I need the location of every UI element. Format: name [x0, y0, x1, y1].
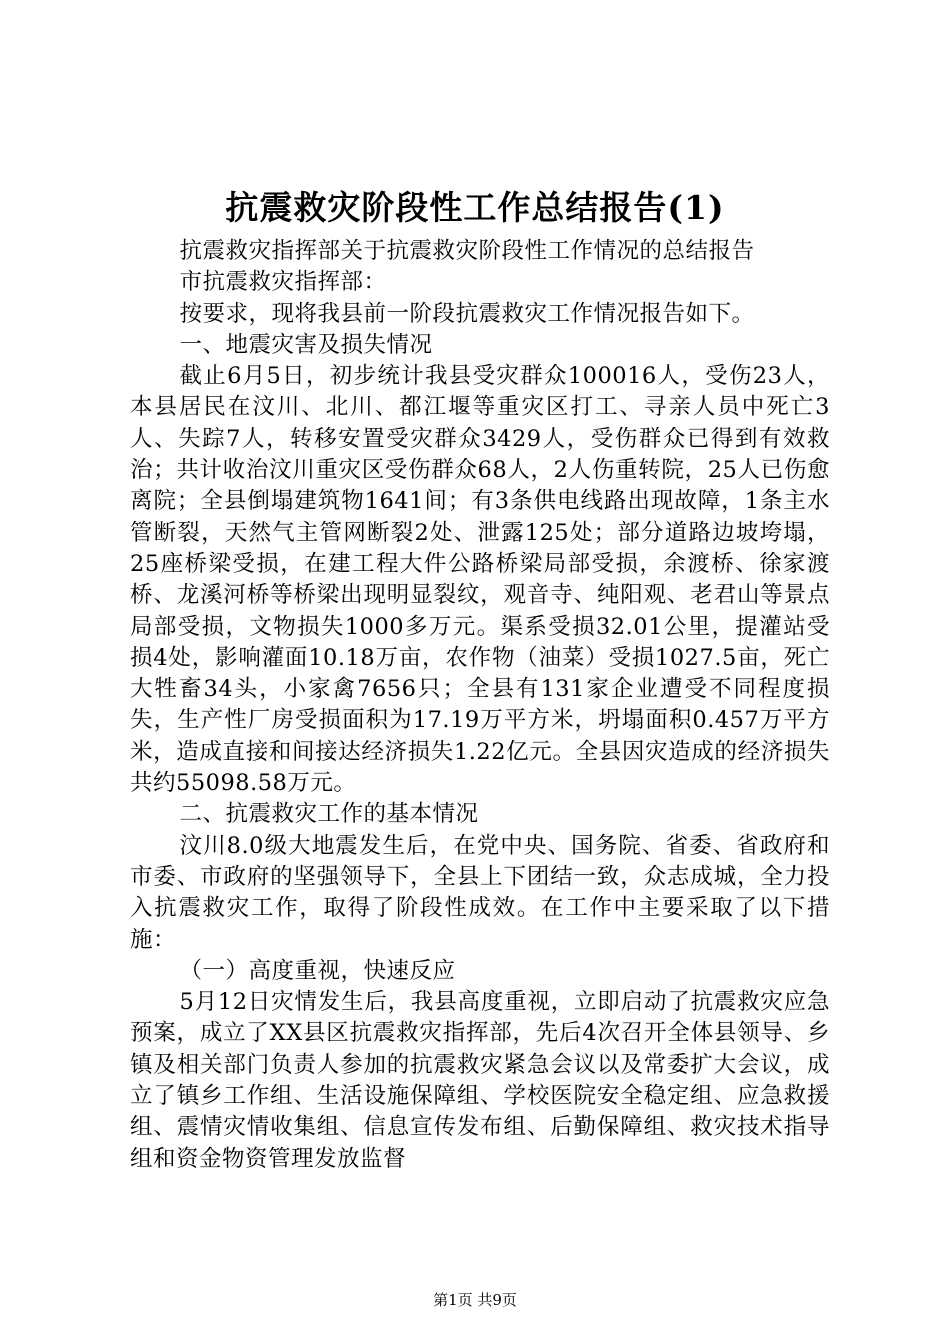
page-footer: 第1页 共9页 [433, 1291, 517, 1309]
report-subtitle: 抗震救灾指挥部关于抗震救灾阶段性工作情况的总结报告 [179, 238, 755, 264]
section-heading-1: 一、地震灾害及损失情况 [179, 331, 433, 358]
subsection-heading-1: （一）高度重视，快速反应 [179, 957, 456, 984]
section-paragraph-2: 汶川8.0级大地震发生后，在党中央、国务院、省委、省政府和市委、市政府的坚强领导下，全县上下团结一致，众志成城，全力投入抗震救灾工作，取得了阶段性成效。在工作中主要采取了以下措施： [130, 832, 830, 953]
addressee: 市抗震救灾指挥部： [179, 269, 387, 296]
subsection-paragraph-1: 5月12日灾情发生后，我县高度重视，立即启动了抗震救灾应急预案，成立了XX县区抗震救灾指挥部，先后4次召开全体县领导、乡镇及相关部门负责人参加的抗震救灾紧急会议以及常委扩大会议，成立了镇乡工作组、生活设施保障组、学校医院安全稳定组、应急救援组、震情灾情收集组、信息宣传发布组、后勤保障组、救灾技术指导组和资金物资管理发放监督 [130, 989, 830, 1172]
document-title: 抗震救灾阶段性工作总结报告(1) [225, 188, 725, 227]
section-paragraph-1: 截止6月5日，初步统计我县受灾群众100016人，受伤23人，本县居民在汶川、北川、都江堰等重灾区打工、寻亲人员中死亡3人、失踪7人，转移安置受灾群众3429人，受伤群众已得到有效救治；共计收治汶川重灾区受伤群众68人，2人伤重转院，25人已伤愈离院；全县倒塌建筑物1641间；有3条供电线路出现故障，1条主水管断裂，天然气主管网断裂2处、泄露125处；部分道路边坡垮塌，25座桥梁受损，在建工程大件公路桥梁局部受损，余渡桥、徐家渡桥、龙溪河桥等桥梁出现明显裂纹，观音寺、纯阳观、老君山等景点局部受损，文物损失1000多万元。渠系受损32.01公里，提灌站受损4处，影响灌面10.18万亩，农作物（油菜）受损1027.5亩，死亡大牲畜34头，小家禽7656只；全县有131家企业遭受不同程度损失，生产性厂房受损面积为17.19万平方米，坍塌面积0.457万平方米，造成直接和间接达经济损失1.22亿元。全县因灾造成的经济损失共约55098.58万元。 [130, 363, 830, 797]
intro-paragraph: 按要求，现将我县前一阶段抗震救灾工作情况报告如下。 [179, 300, 755, 327]
document-body [130, 236, 830, 1175]
section-heading-2: 二、抗震救灾工作的基本情况 [179, 801, 479, 828]
